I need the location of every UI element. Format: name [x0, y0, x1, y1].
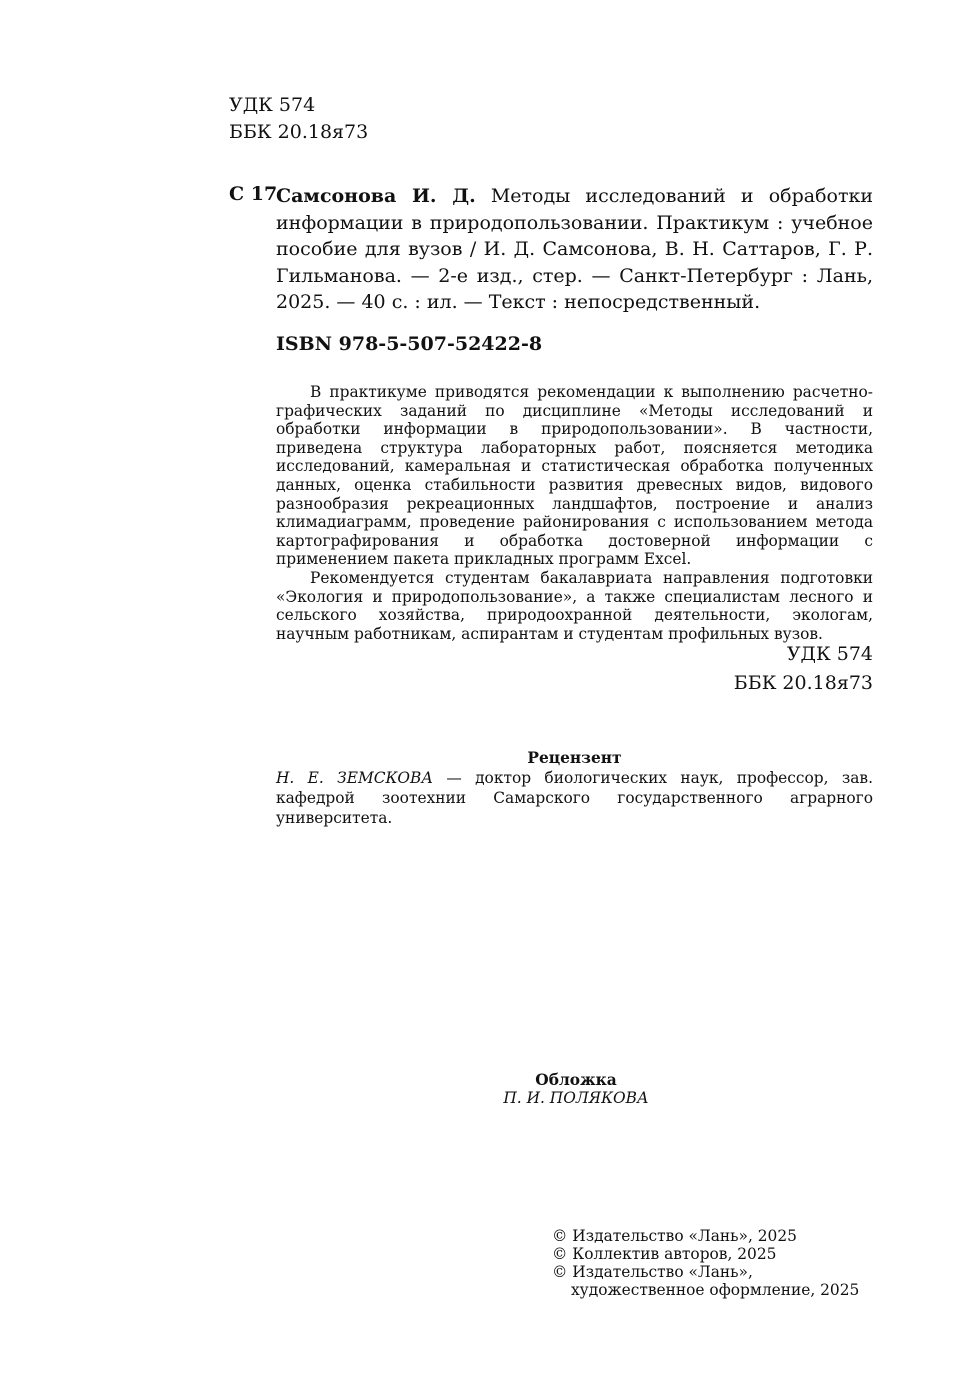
cover-title: Обложка	[535, 1071, 617, 1089]
bbk-code: ББК 20.18я73	[229, 121, 369, 143]
udk-code: УДК 574	[229, 94, 316, 116]
bbk-code: ББК 20.18я73	[733, 672, 873, 694]
annotation	[276, 383, 873, 643]
reviewer-description: — доктор биологических наук, профессор, зав. кафедрой зоотехнии Самарского государственного аграрного университета.	[276, 769, 873, 827]
author-name: Самсонова И. Д.	[276, 185, 476, 207]
reviewer-title: Рецензент	[527, 749, 622, 767]
copyright-line: © Издательство «Лань»,	[552, 1263, 753, 1281]
udk-code: УДК 574	[786, 643, 873, 665]
copyright-line: художественное оформление, 2025	[571, 1281, 860, 1299]
annotation-paragraph: Рекомендуется студентам бакалавриата направления подготовки «Экология и природопользование», а также специалистам лесного и сельского хозяйства, природоохранной деятельности, экологам, научным работникам, аспирантам и студентам профильных вузов.	[276, 568, 873, 643]
copyright-block	[552, 1227, 859, 1299]
bibliographic-description: Методы исследований и обработки информации в природопользовании. Практикум : учебное пособие для вузов / И. Д. Самсонова, В. Н. Саттаров, Г. Р. Гильманова. — 2-е изд., стер. — Санкт-Петербург : Лань, 2025. — 40 с. : ил. — Текст : непосредственный.	[276, 185, 873, 313]
udk-block-bottom	[734, 640, 873, 698]
author-sign: С 17	[229, 183, 278, 205]
copyright-line: © Коллектив авторов, 2025	[552, 1245, 777, 1263]
isbn: ISBN 978-5-507-52422-8	[276, 333, 543, 355]
copyright-line: © Издательство «Лань», 2025	[552, 1227, 797, 1245]
bibliographic-record	[276, 183, 873, 316]
annotation-paragraph: В практикуме приводятся рекомендации к выполнению расчетно-графических заданий по дисциплине «Методы исследований и обработки информации в природопользовании». В частности, приведена структура лабораторных работ, поясняется методика исследований, камеральная и статистическая обработка полученных данных, оценка стабильности развития древесных видов, видового разнообразия рекреационных ландшафтов, построение и анализ климадиаграмм, проведение районирования с использованием метода картографирования и обработка достоверной информации с применением пакета прикладных программ Excel.	[276, 383, 873, 569]
cover-artist-name: П. И. ПОЛЯКОВА	[503, 1089, 649, 1107]
udk-block-top	[229, 92, 368, 146]
reviewer-name: Н. Е. ЗЕМСКОВА	[276, 769, 433, 787]
reviewer-block	[276, 748, 873, 828]
reviewer-text	[276, 768, 873, 828]
cover-credit	[476, 1071, 676, 1107]
